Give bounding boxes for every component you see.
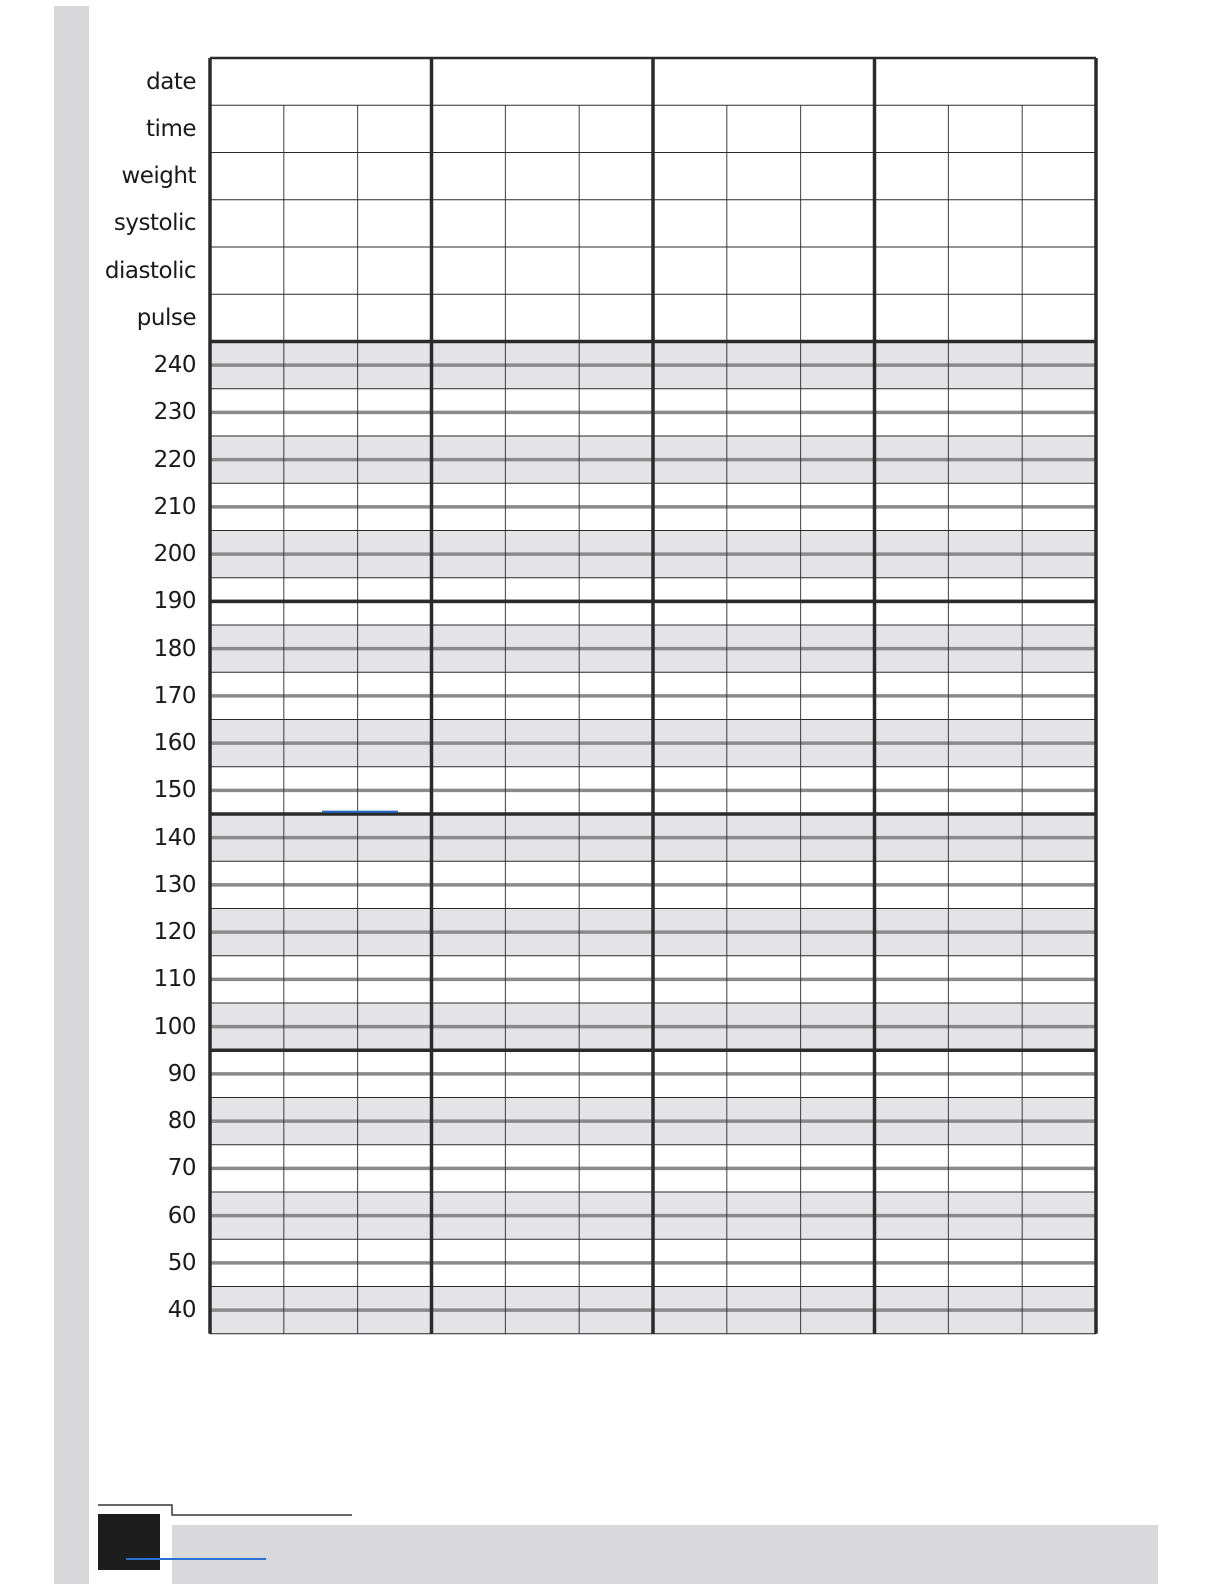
scale-label: 190: [153, 588, 196, 615]
row-label-pulse: pulse: [136, 304, 196, 331]
scale-label: 130: [153, 871, 196, 898]
scale-label: 80: [167, 1108, 196, 1135]
scale-label: 60: [167, 1202, 196, 1229]
scale-label: 150: [153, 777, 196, 804]
scale-label: 50: [167, 1249, 196, 1276]
row-label-time: time: [146, 115, 196, 142]
scale-label: 100: [153, 1013, 196, 1040]
row-label-diastolic: diastolic: [104, 257, 196, 284]
scale-label: 90: [167, 1060, 196, 1087]
footer-link-underline: [126, 1558, 266, 1560]
scale-label: 160: [153, 730, 196, 757]
row-label-systolic: systolic: [113, 210, 196, 237]
scale-label: 70: [167, 1155, 196, 1182]
scale-label: 220: [153, 446, 196, 473]
scale-label: 110: [153, 966, 196, 993]
scale-label: 210: [153, 493, 196, 520]
page-number-block: [98, 1514, 160, 1570]
scale-label: 40: [167, 1297, 196, 1324]
scale-label: 120: [153, 919, 196, 946]
scale-label: 240: [153, 352, 196, 379]
scale-label: 170: [153, 682, 196, 709]
scale-label: 180: [153, 635, 196, 662]
scale-label: 200: [153, 541, 196, 568]
scale-label: 230: [153, 399, 196, 426]
footer-band: [172, 1525, 1158, 1584]
scale-label: 140: [153, 824, 196, 851]
row-label-date: date: [146, 68, 196, 95]
row-label-weight: weight: [121, 163, 196, 190]
